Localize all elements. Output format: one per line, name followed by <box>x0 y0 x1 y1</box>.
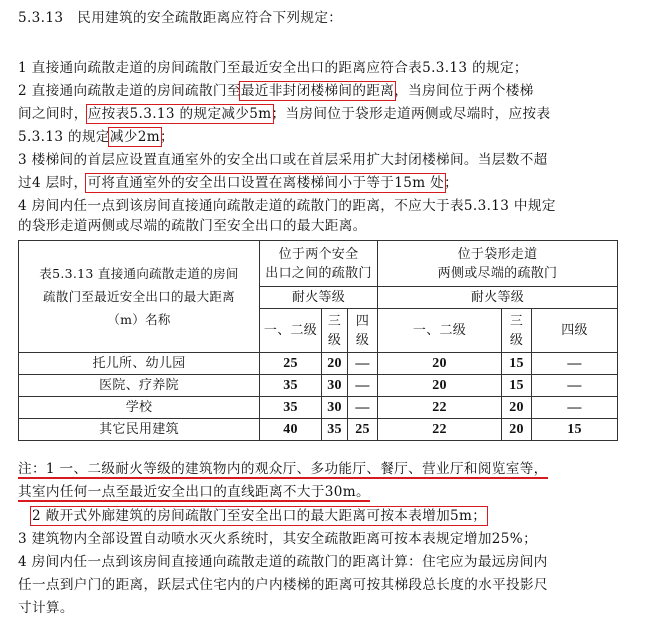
clause-2-line-2 <box>18 104 550 124</box>
clause-2-line-3 <box>18 127 174 147</box>
highlight-15m: 可将直通室外的安全出口设置在离楼梯间小于等于15m 处 <box>87 175 445 191</box>
row-name: 其它民用建筑 <box>19 419 260 441</box>
cell: 35 <box>322 419 348 441</box>
table-row <box>19 375 618 397</box>
cell: 20 <box>378 375 502 397</box>
clause-2-text-a: 2 直接通向疏散走道的房间疏散门至 <box>18 83 241 99</box>
cell: 20 <box>378 353 502 375</box>
table-row <box>19 397 618 419</box>
cell: — <box>348 375 378 397</box>
note-1-line-2 <box>18 482 370 502</box>
note-3: 3 建筑物内全部设置自动喷水灭火系统时，其安全疏散距离可按本表规定增加25%； <box>18 531 538 547</box>
header-between-exits <box>260 241 378 287</box>
col-grade-3-b-top: 三 <box>509 313 524 329</box>
col-grade-1-2: 一、二级 <box>260 309 322 353</box>
note-1-text-b: 其室内任何一点至最近安全出口的直线距离不大于30m。 <box>18 484 370 500</box>
cell: 30 <box>322 397 348 419</box>
cell: 30 <box>322 375 348 397</box>
col-grade-4-b: 四级 <box>532 309 618 353</box>
cell: 15 <box>502 353 532 375</box>
cell: 40 <box>260 419 322 441</box>
table-caption <box>19 241 260 353</box>
cell: 15 <box>532 419 618 441</box>
table-row <box>19 419 618 441</box>
row-name: 医院、疗养院 <box>19 375 260 397</box>
cell: 20 <box>502 419 532 441</box>
header-dead-end <box>378 241 618 287</box>
cell: 22 <box>378 419 502 441</box>
cell: 20 <box>502 397 532 419</box>
cell: 35 <box>260 397 322 419</box>
highlight-reduce-2m: 减少2m <box>109 129 160 145</box>
cell: — <box>348 397 378 419</box>
cell: 25 <box>260 353 322 375</box>
clause-2-text-i: ； <box>159 129 174 145</box>
clause-3-line-1: 3 楼梯间的首层应设置直通室外的安全出口或在首层采用扩大封闭楼梯间。当层数不超 <box>18 152 548 168</box>
highlight-nearest-stair: 最近非封闭楼梯间的距离 <box>240 83 395 99</box>
clause-2-text-d: 间之间时， <box>18 106 88 122</box>
col-grade-3 <box>322 309 348 353</box>
distance-table <box>18 240 618 441</box>
fire-rating-header-2: 耐火等级 <box>378 287 618 309</box>
cell: — <box>532 353 618 375</box>
col-grade-3-bottom: 级 <box>327 332 342 348</box>
col-grade-1-2-b: 一、二级 <box>378 309 502 353</box>
note-2 <box>32 506 486 526</box>
header-dead-end-line-2: 两侧或尽端的疏散门 <box>437 265 558 281</box>
highlight-reduce-5m: 应按表5.3.13 的规定减少5m <box>87 106 272 122</box>
clause-2-text-g: 5.3.13 的规定 <box>18 129 110 145</box>
clause-3-line-2 <box>18 173 458 193</box>
col-grade-4-top: 四 <box>355 313 370 329</box>
note-1-text: 注：1 一、二级耐火等级的建筑物内的观众厅、多功能厅、餐厅、营业厅和阅览室等， <box>18 461 548 477</box>
section-title: 5.3.13 民用建筑的安全疏散距离应符合下列规定： <box>18 10 343 26</box>
cell: — <box>532 375 618 397</box>
cell: 22 <box>378 397 502 419</box>
col-grade-4 <box>348 309 378 353</box>
col-grade-3-b <box>502 309 532 353</box>
clause-4-line-1: 4 房间内任一点到该房间直接通向疏散走道的疏散门的距离，不应大于表5.3.13 中规定 <box>18 198 556 214</box>
cell: — <box>348 353 378 375</box>
header-between-exits-line-2: 出口之间的疏散门 <box>265 265 372 281</box>
row-name: 托儿所、幼儿园 <box>19 353 260 375</box>
note-1-line-1 <box>18 459 548 479</box>
note-4-line-3: 寸计算。 <box>18 600 74 616</box>
note-4-line-2: 任一点到户门的距离，跃层式住宅内的户内楼梯的距离可按其梯段总长度的水平投影尺 <box>18 577 548 593</box>
col-grade-3-b-bottom: 级 <box>509 332 524 348</box>
header-dead-end-line-1: 位于袋形走道 <box>457 246 538 262</box>
clause-2-text-f: ；当房间位于袋形走道两侧或尽端时，应按表 <box>271 106 551 122</box>
highlight-add-5m: 2 敞开式外廊建筑的房间疏散门至安全出口的最大距离可按本表增加5m； <box>32 508 487 524</box>
row-name: 学校 <box>19 397 260 419</box>
table-row <box>19 353 618 375</box>
col-grade-3-top: 三 <box>327 313 342 329</box>
clause-4-line-2: 的袋形走道两侧或尽端的疏散门至安全出口的最大距离。 <box>18 218 367 234</box>
clause-2-line-1 <box>18 81 534 101</box>
cell: 20 <box>322 353 348 375</box>
col-grade-4-bottom: 级 <box>355 332 370 348</box>
clause-2-text-c: ，当房间位于两个楼梯 <box>394 83 534 99</box>
clause-3-text-d: ； <box>444 175 459 191</box>
header-between-exits-line-1: 位于两个安全 <box>278 246 359 262</box>
caption-line-2: 疏散门至最近安全出口的最大距离 <box>42 289 235 304</box>
caption-line-3: （m）名称 <box>107 312 171 327</box>
clause-1: 1 直接通向疏散走道的房间疏散门至最近安全出口的距离应符合表5.3.13 的规定； <box>18 60 528 76</box>
cell: — <box>532 397 618 419</box>
note-4-line-1: 4 房间内任一点到该房间直接通向疏散走道的疏散门的距离计算：住宅应为最远房间内 <box>18 554 548 570</box>
cell: 15 <box>502 375 532 397</box>
cell: 35 <box>260 375 322 397</box>
clause-3-text-b: 过4 层时， <box>18 175 88 191</box>
fire-rating-header-1: 耐火等级 <box>260 287 378 309</box>
cell: 25 <box>348 419 378 441</box>
caption-line-1: 表5.3.13 直接通向疏散走道的房间 <box>39 266 239 281</box>
